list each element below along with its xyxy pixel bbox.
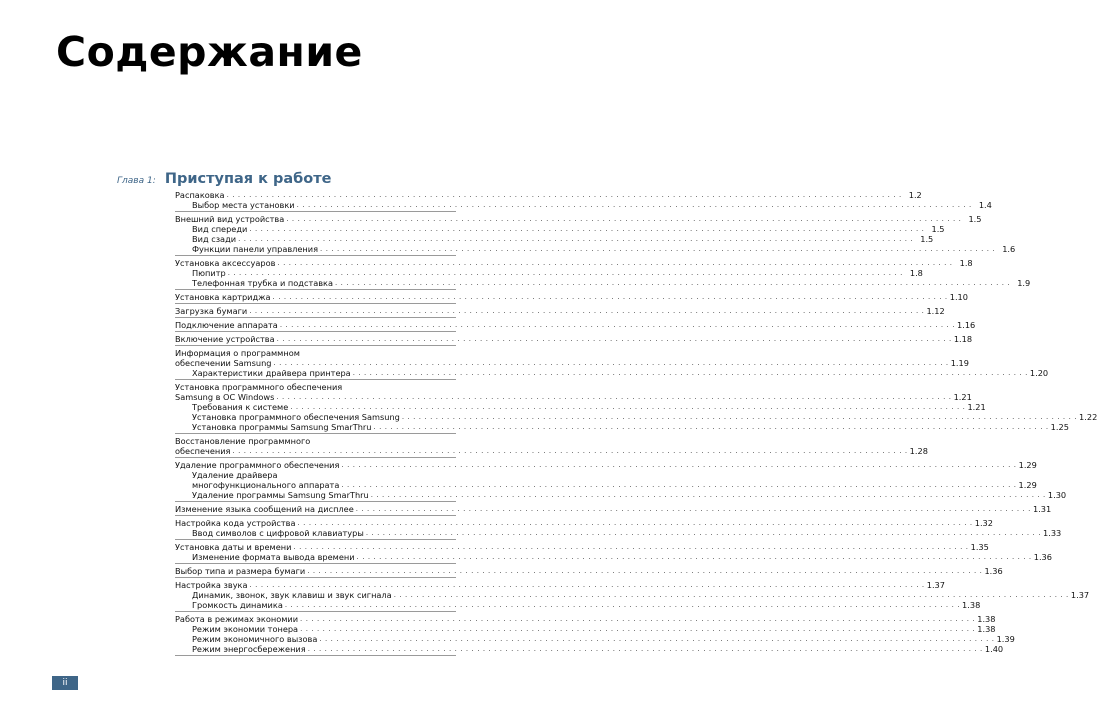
dot-leader: . . . . . . . . . . . . . . . . . . . . . . . . . . . . . . . . . . . . . . . . . . . . . . . . . . . . . . . . . . . . . . . . . . . . . . . . . . . . . . . . . . . . . . . . . . . . . . . . . . . . . . . . . . . . . . . . . . . . . . . .: [284, 601, 961, 609]
dot-leader: . . . . . . . . . . . . . . . . . . . . . . . . . . . . . . . . . . . . . . . . . . . . . . . . . . . . . . . . . . . . . . . . . . . . . . . . . . . . . . . . . . . . . . . . . . . . . . . . . . . . . . . . . . . . . . . . . . . . . . . .: [352, 369, 1028, 377]
toc-page-number: 1.37: [1070, 590, 1090, 600]
toc-group: [175, 436, 928, 458]
toc-page-number: 1.5: [920, 234, 934, 244]
toc-entry-title: Работа в режимах экономии: [175, 614, 299, 624]
toc-subentry[interactable]: [175, 234, 934, 244]
toc-entry-title: обеспечения: [175, 446, 231, 456]
toc-entry-title: Режим экономичного вызова: [192, 634, 318, 644]
toc-subentry[interactable]: [175, 422, 1069, 432]
toc-page-number: 1.19: [950, 358, 969, 368]
dot-leader: . . . . . . . . . . . . . . . . . . . . . . . . . . . . . . . . . . . . . . . . . . . . . . . . . . . . . . . . . . . . . . . . . . . . . . . . . . . . . . . . . . . . . . . . . . . . . . . . . . . . . . . . . . . . . . . . . . . . . . . .: [296, 201, 972, 209]
toc-group: [175, 504, 1052, 516]
dot-leader: . . . . . . . . . . . . . . . . . . . . . . . . . . . . . . . . . . . . . . . . . . . . . . . . . . . . . . . . . . . . . . . . . . . . . . . . . . . . . . . . . . . . . . . . . . . . . . . . . . . . . . . . . . . . . . . . . . . . . . . .: [320, 245, 996, 253]
toc-entry-title: Характеристики драйвера принтера: [192, 368, 351, 378]
toc-entry-title: Установка аксессуаров: [175, 258, 276, 268]
toc-entry-title: Динамик, звонок, звук клавиш и звук сигнала: [192, 590, 392, 600]
toc-group: [175, 614, 1015, 656]
toc-entry[interactable]: [175, 392, 972, 402]
dot-leader: . . . . . . . . . . . . . . . . . . . . . . . . . . . . . . . . . . . . . . . . . . . . . . . . . . . . . . . . . . . . . . . . . . . . . . . . . . . . . . . . . . . . . . . . . . . . . . . . . . . . . . . . . . . . . . . . . . . . . . . .: [370, 491, 1046, 499]
toc-page-number: 1.38: [962, 600, 981, 610]
toc-subentry[interactable]: [175, 528, 1062, 538]
toc-page-number: 1.38: [977, 624, 996, 634]
toc-group: [175, 518, 1062, 540]
toc-entry-title: Вид спереди: [192, 224, 248, 234]
toc-page-number: 1.33: [1043, 528, 1062, 538]
dot-leader: . . . . . . . . . . . . . . . . . . . . . . . . . . . . . . . . . . . . . . . . . . . . . . . . . . . . . . . . . . . . . . . . . . . . . . . . . . . . . . . . . . . . . . . . . . . . . . . . . . . . . . . . . . . . . . . . . . . . . . . .: [341, 461, 1017, 469]
toc-page-number: 1.9: [1017, 278, 1031, 288]
toc-entry-title: Восстановление программного: [175, 436, 311, 446]
toc-page-number: 1.35: [970, 542, 989, 552]
toc-subentry[interactable]: [175, 590, 1090, 600]
toc-subentry[interactable]: [175, 470, 456, 480]
toc-page-number: 1.36: [1033, 552, 1052, 562]
toc-page-number: 1.5: [931, 224, 945, 234]
dot-leader: . . . . . . . . . . . . . . . . . . . . . . . . . . . . . . . . . . . . . . . . . . . . . . . . . . . . . . . . . . . . . . . . . . . . . . . . . . . . . . . . . . . . . . . . . . . . . . . . . . . . . . . . . . . . . . . . . . . . . . . .: [238, 235, 914, 243]
chapter-title: Приступая к работе: [164, 171, 332, 187]
toc-group: [175, 292, 968, 304]
toc-entry-title: Установка программного обеспечения: [175, 382, 343, 392]
toc-entry-title: Подключение аппарата: [175, 320, 278, 330]
toc-page-number: 1.36: [984, 566, 1003, 576]
toc-entry-title: Изменение формата вывода времени: [192, 552, 355, 562]
toc-entry-title: Информация о программном: [175, 348, 300, 358]
toc-subentry[interactable]: [175, 244, 1016, 254]
toc-subentry[interactable]: [175, 278, 1031, 288]
toc-page-number: 1.21: [953, 392, 972, 402]
toc-entry-title: Вид сзади: [192, 234, 237, 244]
toc-subentry[interactable]: [175, 268, 923, 278]
toc-page-number: 1.10: [949, 292, 968, 302]
toc-entry[interactable]: [175, 306, 945, 316]
toc-subentry[interactable]: [175, 402, 986, 412]
dot-leader: . . . . . . . . . . . . . . . . . . . . . . . . . . . . . . . . . . . . . . . . . . . . . . . . . . . . . . . . . . . . . . . . . . . . . . . . . . . . . . . . . . . . . . . . . . . . . . . . . . . . . . . . . . . . . . . . . . . . . . . .: [227, 269, 903, 277]
toc-page-number: 1.29: [1018, 480, 1037, 490]
toc-page-number: 1.8: [959, 258, 973, 268]
toc-entry-title: Удаление программного обеспечения: [175, 460, 340, 470]
toc-entry-title: Установка программного обеспечения Samsung: [192, 412, 400, 422]
toc-subentry[interactable]: [175, 368, 1049, 378]
toc-entry[interactable]: [175, 348, 456, 358]
toc-subentry[interactable]: [175, 644, 1004, 654]
dot-leader: . . . . . . . . . . . . . . . . . . . . . . . . . . . . . . . . . . . . . . . . . . . . . . . . . . . . . . . . . . . . . . . . . . . . . . . . . . . . . . . . . . . . . . . . . . . . . . . . . . . . . . . . . . . . . . . . . . . . . . . .: [273, 359, 949, 367]
toc-entry[interactable]: [175, 542, 989, 552]
toc-entry-title: обеспечении Samsung: [175, 358, 272, 368]
toc-group: [175, 348, 1049, 380]
toc-entry-title: Удаление программы Samsung SmarThru: [192, 490, 369, 500]
toc-entry-title: Режим энергосбережения: [192, 644, 306, 654]
dot-leader: . . . . . . . . . . . . . . . . . . . . . . . . . . . . . . . . . . . . . . . . . . . . . . . . . . . . . . . . . . . . . . . . . . . . . . . . . . . . . . . . . . . . . . . . . . . . . . . . . . . . . . . . . . . . . . . . . . . . . . . .: [286, 215, 962, 223]
toc-page-number: 1.30: [1047, 490, 1067, 500]
dot-leader: . . . . . . . . . . . . . . . . . . . . . . . . . . . . . . . . . . . . . . . . . . . . . . . . . . . . . . . . . . . . . . . . . . . . . . . . . . . . . . . . . . . . . . . . . . . . . . . . . . . . . . . . . . . . . . . . . . . . . . . .: [276, 335, 952, 343]
toc-entry-title: Настройка кода устройства: [175, 518, 296, 528]
toc-entry[interactable]: [175, 214, 982, 224]
dot-leader: . . . . . . . . . . . . . . . . . . . . . . . . . . . . . . . . . . . . . . . . . . . . . . . . . . . . . . . . . . . . . . . . . . . . . . . . . . . . . . . . . . . . . . . . . . . . . . . . . . . . . . . . . . . . . . . . . . . . . . . .: [276, 393, 952, 401]
toc-entry-title: Удаление драйвера: [192, 470, 278, 480]
toc-entry[interactable]: [175, 460, 1037, 470]
toc-entry[interactable]: [175, 320, 976, 330]
toc-entry[interactable]: [175, 258, 973, 268]
toc-subentry[interactable]: [175, 490, 1067, 500]
toc-page-number: 1.40: [984, 644, 1004, 654]
toc-entry[interactable]: [175, 292, 968, 302]
toc-entry-title: Функции панели управления: [192, 244, 319, 254]
toc-entry-title: Телефонная трубка и подставка: [192, 278, 334, 288]
toc-entry[interactable]: [175, 504, 1052, 514]
toc-entry-title: Изменение языка сообщений на дисплее: [175, 504, 354, 514]
toc-page-number: 1.38: [977, 614, 996, 624]
toc-entry-title: Samsung в ОС Windows: [175, 392, 275, 402]
toc-page-number: 1.8: [909, 268, 923, 278]
toc-entry-title: Выбор места установки: [192, 200, 295, 210]
dot-leader: . . . . . . . . . . . . . . . . . . . . . . . . . . . . . . . . . . . . . . . . . . . . . . . . . . . . . . . . . . . . . . . . . . . . . . . . . . . . . . . . . . . . . . . . . . . . . . . . . . . . . . . . . . . . . . . . . . . . . . . .: [401, 413, 1078, 421]
toc-entry-title: многофункционального аппарата: [192, 480, 340, 490]
toc-subentry[interactable]: [175, 480, 1037, 490]
dot-leader: . . . . . . . . . . . . . . . . . . . . . . . . . . . . . . . . . . . . . . . . . . . . . . . . . . . . . . . . . . . . . . . . . . . . . . . . . . . . . . . . . . . . . . . . . . . . . . . . . . . . . . . . . . . . . . . . . . . . . . . .: [393, 591, 1069, 599]
toc-entry-title: Громкость динамика: [192, 600, 283, 610]
toc-entry-title: Режим экономии тонера: [192, 624, 299, 634]
chapter-label: Глава 1:: [117, 176, 156, 186]
toc-group: [175, 542, 1052, 564]
dot-leader: . . . . . . . . . . . . . . . . . . . . . . . . . . . . . . . . . . . . . . . . . . . . . . . . . . . . . . . . . . . . . . . . . . . . . . . . . . . . . . . . . . . . . . . . . . . . . . . . . . . . . . . . . . . . . . . . . . . . . . . .: [293, 543, 969, 551]
toc-page-number: 1.22: [1079, 412, 1097, 422]
toc-entry-title: Требования к системе: [192, 402, 289, 412]
dot-leader: . . . . . . . . . . . . . . . . . . . . . . . . . . . . . . . . . . . . . . . . . . . . . . . . . . . . . . . . . . . . . . . . . . . . . . . . . . . . . . . . . . . . . . . . . . . . . . . . . . . . . . . . . . . . . . . . . . . . . . . .: [249, 225, 925, 233]
toc-entry-title: Включение устройства: [175, 334, 275, 344]
dot-leader: . . . . . . . . . . . . . . . . . . . . . . . . . . . . . . . . . . . . . . . . . . . . . . . . . . . . . . . . . . . . . . . . . . . . . . . . . . . . . . . . . . . . . . . . . . . . . . . . . . . . . . . . . . . . . . . . . . . . . . . .: [355, 505, 1031, 513]
dot-leader: . . . . . . . . . . . . . . . . . . . . . . . . . . . . . . . . . . . . . . . . . . . . . . . . . . . . . . . . . . . . . . . . . . . . . . . . . . . . . . . . . . . . . . . . . . . . . . . . . . . . . . . . . . . . . . . . . . . . . . . .: [279, 321, 956, 329]
toc-page-number: 1.29: [1018, 460, 1037, 470]
toc-group: [175, 460, 1067, 502]
toc-entry-title: Загрузка бумаги: [175, 306, 248, 316]
chapter-heading: [117, 168, 332, 187]
dot-leader: . . . . . . . . . . . . . . . . . . . . . . . . . . . . . . . . . . . . . . . . . . . . . . . . . . . . . . . . . . . . . . . . . . . . . . . . . . . . . . . . . . . . . . . . . . . . . . . . . . . . . . . . . . . . . . . . . . . . . . . .: [232, 447, 908, 455]
dot-leader: . . . . . . . . . . . . . . . . . . . . . . . . . . . . . . . . . . . . . . . . . . . . . . . . . . . . . . . . . . . . . . . . . . . . . . . . . . . . . . . . . . . . . . . . . . . . . . . . . . . . . . . . . . . . . . . . . . . . . . . .: [300, 615, 976, 623]
toc-page-number: 1.2: [908, 190, 922, 200]
toc-page-number: 1.31: [1032, 504, 1052, 514]
toc-group: [175, 320, 976, 332]
toc-entry[interactable]: [175, 566, 1003, 576]
toc-group: [175, 258, 1031, 290]
toc-group: [175, 566, 1003, 578]
dot-leader: . . . . . . . . . . . . . . . . . . . . . . . . . . . . . . . . . . . . . . . . . . . . . . . . . . . . . . . . . . . . . . . . . . . . . . . . . . . . . . . . . . . . . . . . . . . . . . . . . . . . . . . . . . . . . . . . . . . . . . . .: [277, 259, 953, 267]
toc-entry[interactable]: [175, 358, 969, 368]
dot-leader: . . . . . . . . . . . . . . . . . . . . . . . . . . . . . . . . . . . . . . . . . . . . . . . . . . . . . . . . . . . . . . . . . . . . . . . . . . . . . . . . . . . . . . . . . . . . . . . . . . . . . . . . . . . . . . . . . . . . . . . .: [356, 553, 1032, 561]
dot-leader: . . . . . . . . . . . . . . . . . . . . . . . . . . . . . . . . . . . . . . . . . . . . . . . . . . . . . . . . . . . . . . . . . . . . . . . . . . . . . . . . . . . . . . . . . . . . . . . . . . . . . . . . . . . . . . . . . . . . . . . .: [249, 307, 925, 315]
dot-leader: . . . . . . . . . . . . . . . . . . . . . . . . . . . . . . . . . . . . . . . . . . . . . . . . . . . . . . . . . . . . . . . . . . . . . . . . . . . . . . . . . . . . . . . . . . . . . . . . . . . . . . . . . . . . . . . . . . . . . . . .: [307, 645, 983, 653]
dot-leader: . . . . . . . . . . . . . . . . . . . . . . . . . . . . . . . . . . . . . . . . . . . . . . . . . . . . . . . . . . . . . . . . . . . . . . . . . . . . . . . . . . . . . . . . . . . . . . . . . . . . . . . . . . . . . . . . . . . . . . . .: [272, 293, 948, 301]
toc-group: [175, 190, 992, 212]
dot-leader: . . . . . . . . . . . . . . . . . . . . . . . . . . . . . . . . . . . . . . . . . . . . . . . . . . . . . . . . . . . . . . . . . . . . . . . . . . . . . . . . . . . . . . . . . . . . . . . . . . . . . . . . . . . . . . . . . . . . . . . .: [307, 567, 983, 575]
toc-entry-title: Установка даты и времени: [175, 542, 292, 552]
toc-entry-title: Настройка звука: [175, 580, 248, 590]
toc-page-number: 1.16: [957, 320, 976, 330]
table-of-contents: [175, 190, 1097, 658]
toc-group: [175, 334, 973, 346]
toc-page-number: 1.4: [978, 200, 992, 210]
toc-entry[interactable]: [175, 436, 456, 446]
toc-page-number: 1.12: [926, 306, 945, 316]
toc-page-number: 1.20: [1029, 368, 1049, 378]
dot-leader: . . . . . . . . . . . . . . . . . . . . . . . . . . . . . . . . . . . . . . . . . . . . . . . . . . . . . . . . . . . . . . . . . . . . . . . . . . . . . . . . . . . . . . . . . . . . . . . . . . . . . . . . . . . . . . . . . . . . . . . .: [249, 581, 925, 589]
toc-page-number: 1.25: [1050, 422, 1069, 432]
page-number: ii: [52, 676, 78, 690]
toc-subentry[interactable]: [175, 412, 1097, 422]
toc-entry-title: Установка программы Samsung SmarThru: [192, 422, 372, 432]
toc-page-number: 1.18: [953, 334, 973, 344]
toc-page-number: 1.39: [996, 634, 1015, 644]
dot-leader: . . . . . . . . . . . . . . . . . . . . . . . . . . . . . . . . . . . . . . . . . . . . . . . . . . . . . . . . . . . . . . . . . . . . . . . . . . . . . . . . . . . . . . . . . . . . . . . . . . . . . . . . . . . . . . . . . . . . . . . .: [297, 519, 973, 527]
toc-page-number: 1.6: [1002, 244, 1016, 254]
toc-entry-title: Установка картриджа: [175, 292, 271, 302]
toc-group: [175, 382, 1097, 434]
toc-subentry[interactable]: [175, 224, 945, 234]
toc-entry-title: Ввод символов с цифровой клавиатуры: [192, 528, 364, 538]
toc-entry-title: Выбор типа и размера бумаги: [175, 566, 306, 576]
page-title: Содержание: [56, 28, 363, 76]
toc-subentry[interactable]: [175, 600, 981, 610]
toc-page-number: 1.37: [926, 580, 945, 590]
toc-subentry[interactable]: [175, 552, 1052, 562]
toc-subentry[interactable]: [175, 624, 996, 634]
toc-entry-title: Распаковка: [175, 190, 225, 200]
dot-leader: . . . . . . . . . . . . . . . . . . . . . . . . . . . . . . . . . . . . . . . . . . . . . . . . . . . . . . . . . . . . . . . . . . . . . . . . . . . . . . . . . . . . . . . . . . . . . . . . . . . . . . . . . . . . . . . . . . . . . . . .: [319, 635, 995, 643]
toc-entry[interactable]: [175, 190, 922, 200]
dot-leader: . . . . . . . . . . . . . . . . . . . . . . . . . . . . . . . . . . . . . . . . . . . . . . . . . . . . . . . . . . . . . . . . . . . . . . . . . . . . . . . . . . . . . . . . . . . . . . . . . . . . . . . . . . . . . . . . . . . . . . . .: [341, 481, 1017, 489]
toc-entry[interactable]: [175, 580, 945, 590]
toc-page-number: 1.28: [909, 446, 928, 456]
toc-entry[interactable]: [175, 334, 973, 344]
toc-page-number: 1.32: [974, 518, 993, 528]
dot-leader: . . . . . . . . . . . . . . . . . . . . . . . . . . . . . . . . . . . . . . . . . . . . . . . . . . . . . . . . . . . . . . . . . . . . . . . . . . . . . . . . . . . . . . . . . . . . . . . . . . . . . . . . . . . . . . . . . . . . . . . .: [373, 423, 1049, 431]
dot-leader: . . . . . . . . . . . . . . . . . . . . . . . . . . . . . . . . . . . . . . . . . . . . . . . . . . . . . . . . . . . . . . . . . . . . . . . . . . . . . . . . . . . . . . . . . . . . . . . . . . . . . . . . . . . . . . . . . . . . . . . .: [300, 625, 976, 633]
toc-entry-title: Пюпитр: [192, 268, 226, 278]
toc-group: [175, 306, 945, 318]
toc-entry[interactable]: [175, 614, 996, 624]
toc-entry[interactable]: [175, 518, 993, 528]
toc-page-number: 1.21: [967, 402, 986, 412]
dot-leader: . . . . . . . . . . . . . . . . . . . . . . . . . . . . . . . . . . . . . . . . . . . . . . . . . . . . . . . . . . . . . . . . . . . . . . . . . . . . . . . . . . . . . . . . . . . . . . . . . . . . . . . . . . . . . . . . . . . . . . . .: [226, 191, 902, 199]
toc-page-number: 1.5: [968, 214, 982, 224]
dot-leader: . . . . . . . . . . . . . . . . . . . . . . . . . . . . . . . . . . . . . . . . . . . . . . . . . . . . . . . . . . . . . . . . . . . . . . . . . . . . . . . . . . . . . . . . . . . . . . . . . . . . . . . . . . . . . . . . . . . . . . . .: [335, 279, 1011, 287]
dot-leader: . . . . . . . . . . . . . . . . . . . . . . . . . . . . . . . . . . . . . . . . . . . . . . . . . . . . . . . . . . . . . . . . . . . . . . . . . . . . . . . . . . . . . . . . . . . . . . . . . . . . . . . . . . . . . . . . . . . . . . . .: [365, 529, 1042, 537]
toc-entry[interactable]: [175, 446, 928, 456]
toc-entry[interactable]: [175, 382, 456, 392]
toc-subentry[interactable]: [175, 634, 1015, 644]
toc-group: [175, 580, 1090, 612]
toc-group: [175, 214, 1016, 256]
toc-subentry[interactable]: [175, 200, 992, 210]
dot-leader: . . . . . . . . . . . . . . . . . . . . . . . . . . . . . . . . . . . . . . . . . . . . . . . . . . . . . . . . . . . . . . . . . . . . . . . . . . . . . . . . . . . . . . . . . . . . . . . . . . . . . . . . . . . . . . . . . . . . . . . .: [290, 403, 966, 411]
toc-entry-title: Внешний вид устройства: [175, 214, 285, 224]
